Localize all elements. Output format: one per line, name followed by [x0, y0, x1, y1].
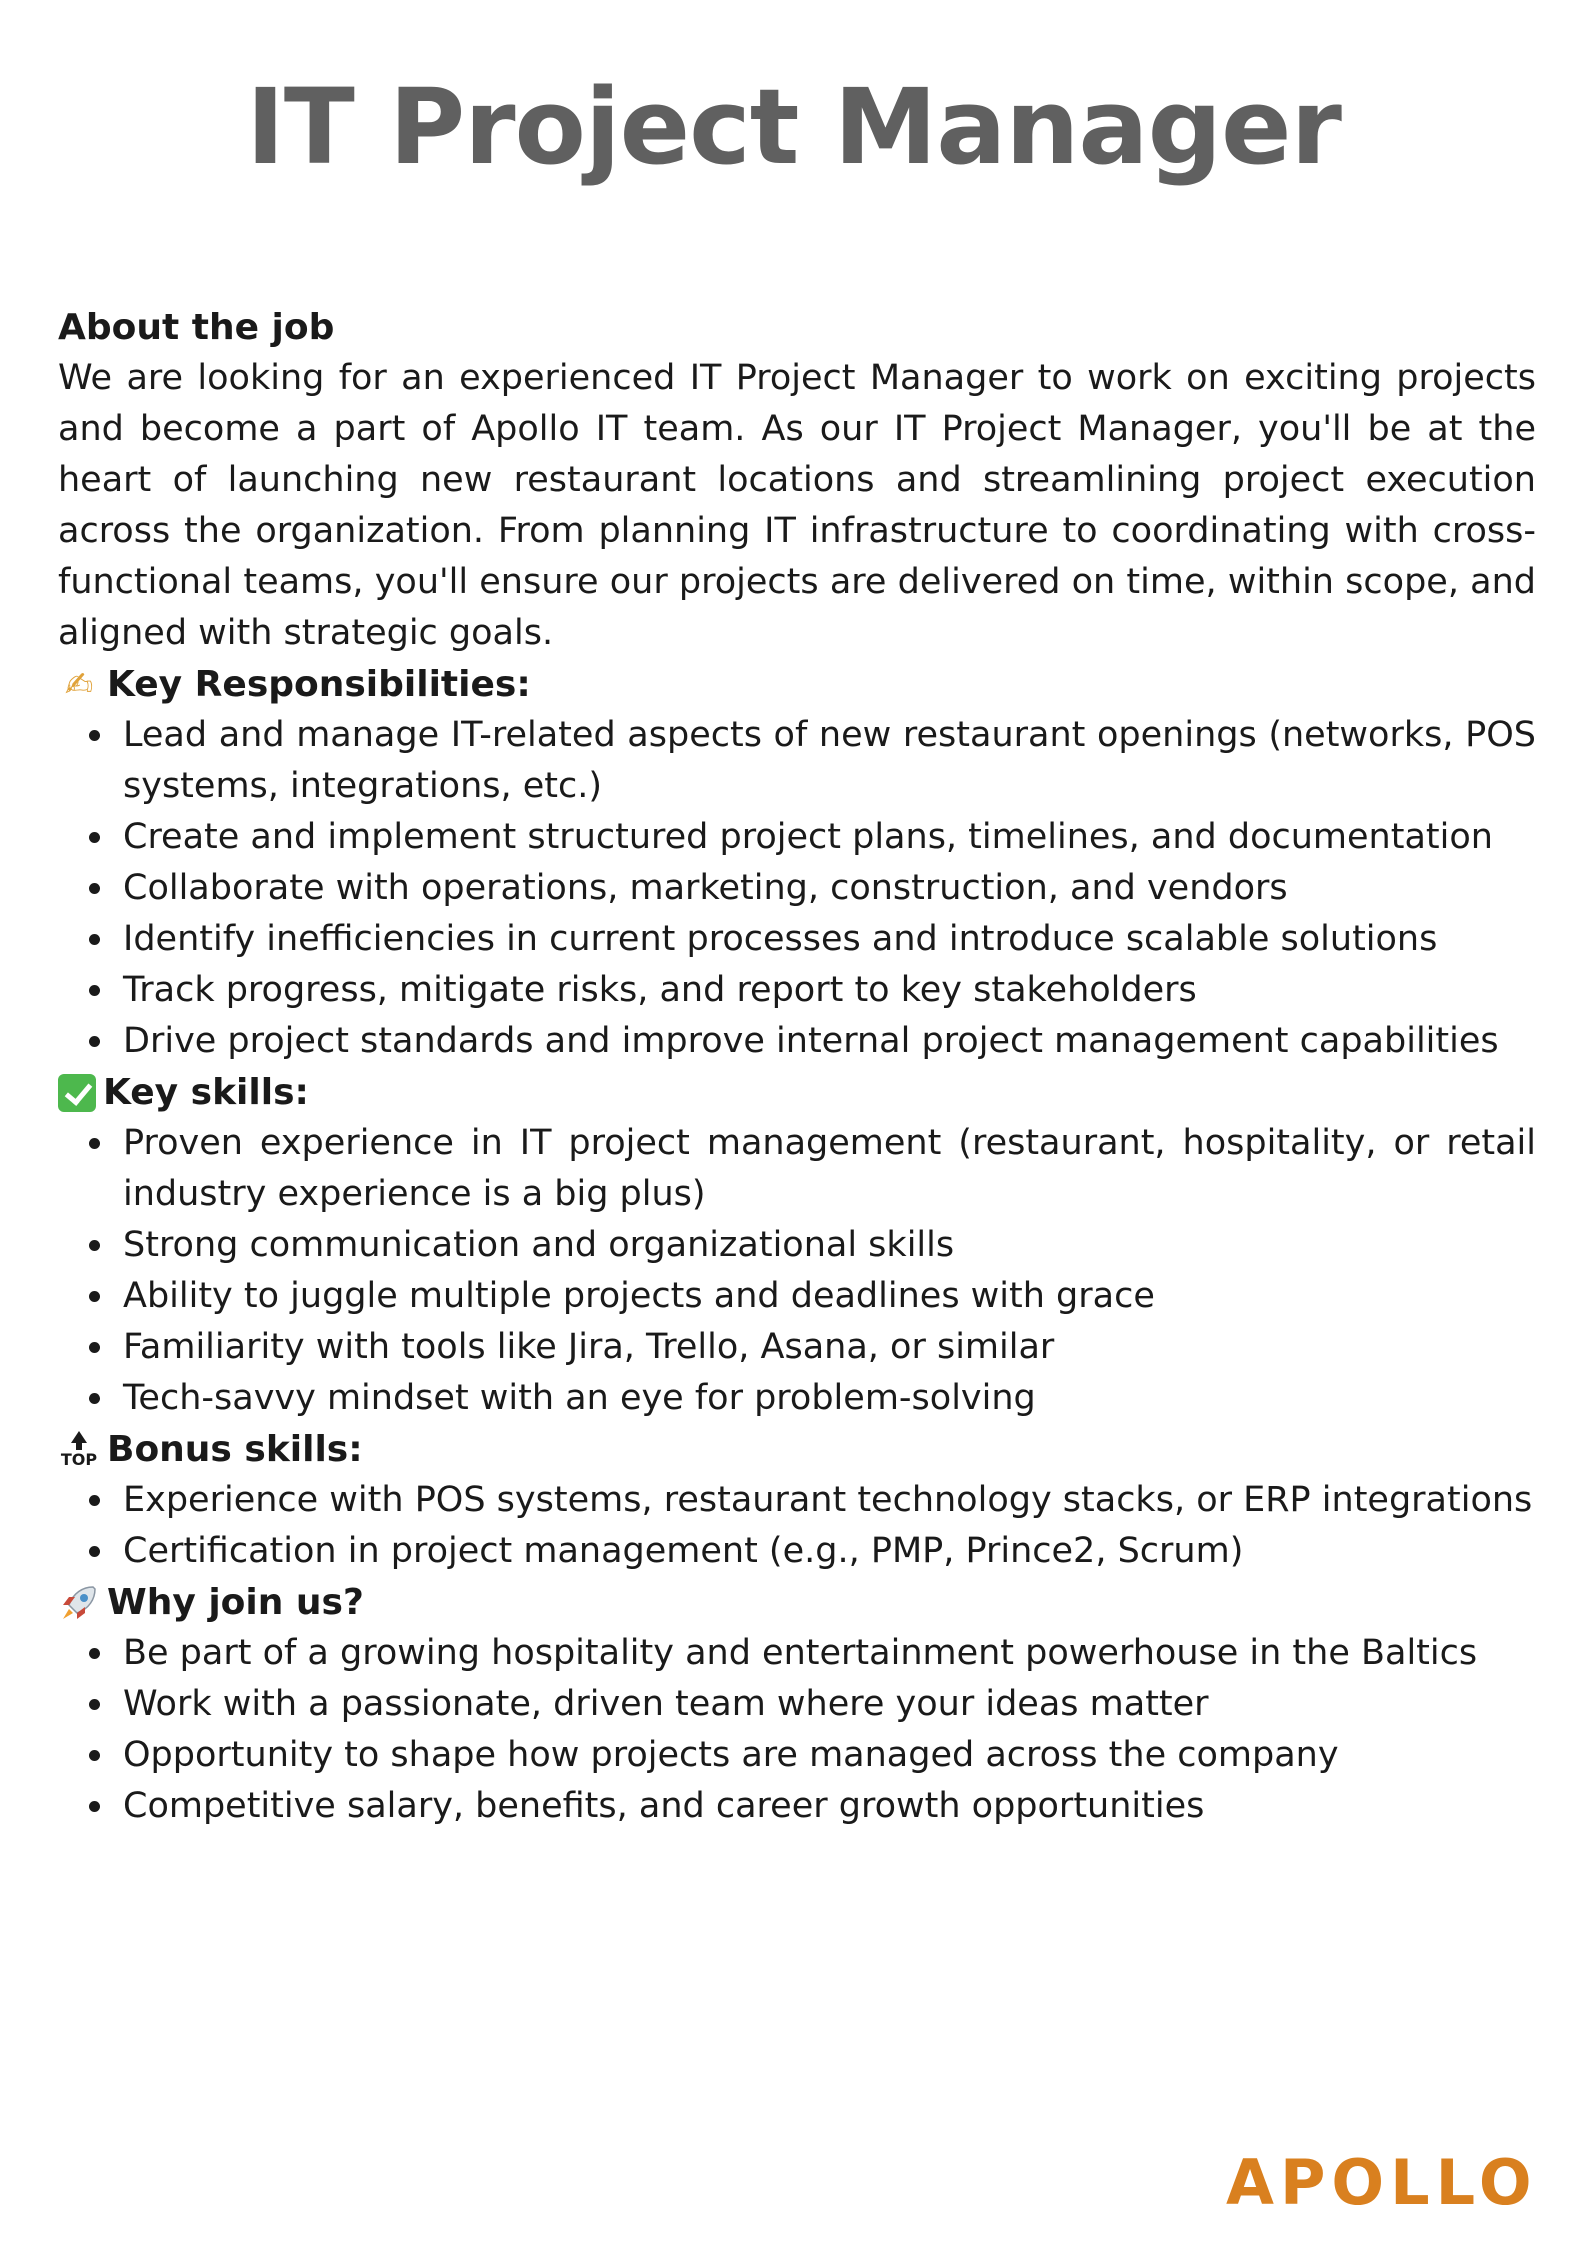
- section-heading-why-join: [58, 1577, 1536, 1628]
- list-item-text: Ability to juggle multiple projects and deadlines with grace: [123, 1276, 1155, 1316]
- list-item-text: Lead and manage IT-related aspects of new restaurant openings (networks, POS systems, integrations, etc.): [123, 715, 1536, 806]
- responsibilities-list: [58, 710, 1536, 1067]
- list-item-text: Identify inefficiencies in current processes and introduce scalable solutions: [123, 919, 1438, 959]
- section-heading-label: Key skills:: [103, 1072, 309, 1113]
- about-paragraph: We are looking for an experienced IT Project Manager to work on exciting projects and become a part of Apollo IT team. As our IT Project Manager, you'll be at the heart of launching new restaurant locations and streamlining project execution across the organization. From planning IT infrastructure to coordinating with cross-functional teams, you'll ensure our projects are delivered on time, within scope, and aligned with strategic goals.: [58, 358, 1536, 653]
- section-heading-key-skills: [58, 1067, 1536, 1118]
- list-item: [58, 1373, 1536, 1424]
- list-item-text: Track progress, mitigate risks, and report to key stakeholders: [123, 970, 1197, 1010]
- list-item: [58, 1628, 1536, 1679]
- bullet-icon: [89, 1750, 100, 1761]
- list-item-text: Tech-savvy mindset with an eye for problem-solving: [123, 1378, 1036, 1418]
- bullet-icon: [89, 1342, 100, 1353]
- list-item: [58, 863, 1536, 914]
- list-item: [58, 812, 1536, 863]
- rocket-icon: [58, 1582, 100, 1624]
- key-skills-list: [58, 1118, 1536, 1424]
- list-item-text: Competitive salary, benefits, and career growth opportunities: [123, 1786, 1205, 1826]
- section-heading-bonus-skills: [58, 1424, 1536, 1475]
- bullet-icon: [89, 1291, 100, 1302]
- list-item: [58, 1016, 1536, 1067]
- top-arrow-icon: [58, 1429, 100, 1471]
- bullet-icon: [89, 1648, 100, 1659]
- list-item: [58, 914, 1536, 965]
- section-heading-responsibilities: [58, 659, 1536, 710]
- section-heading-label: Bonus skills:: [107, 1429, 363, 1470]
- bullet-icon: [89, 1240, 100, 1251]
- bullet-icon: [89, 1036, 100, 1047]
- list-item-text: Drive project standards and improve internal project management capabilities: [123, 1021, 1499, 1061]
- bullet-icon: [89, 1546, 100, 1557]
- top-icon-text: TOP: [60, 1449, 98, 1469]
- bullet-icon: [89, 1801, 100, 1812]
- bullet-icon: [89, 934, 100, 945]
- list-item-text: Work with a passionate, driven team where your ideas matter: [123, 1684, 1209, 1724]
- list-item: [58, 1781, 1536, 1832]
- list-item-text: Collaborate with operations, marketing, construction, and vendors: [123, 868, 1288, 908]
- list-item: [58, 1730, 1536, 1781]
- list-item: [58, 710, 1536, 812]
- list-item: [58, 1475, 1536, 1526]
- apollo-logo: APOLLO: [1226, 2146, 1538, 2219]
- list-item-text: Strong communication and organizational skills: [123, 1225, 955, 1265]
- bullet-icon: [89, 832, 100, 843]
- about-heading: About the job: [58, 307, 335, 348]
- list-item-text: Certification in project management (e.g., PMP, Prince2, Scrum): [123, 1531, 1244, 1571]
- list-item: [58, 1118, 1536, 1220]
- list-item: [58, 1271, 1536, 1322]
- page-title: IT Project Manager: [246, 66, 1341, 188]
- section-heading-label: Key Responsibilities:: [107, 664, 531, 705]
- list-item-text: Create and implement structured project plans, timelines, and documentation: [123, 817, 1493, 857]
- list-item-text: Proven experience in IT project management (restaurant, hospitality, or retail industry experience is a big plus): [123, 1123, 1536, 1214]
- bullet-icon: [89, 730, 100, 741]
- job-description: [58, 302, 1536, 1832]
- list-item-text: Familiarity with tools like Jira, Trello, Asana, or similar: [123, 1327, 1055, 1367]
- list-item: [58, 1322, 1536, 1373]
- bullet-icon: [89, 1699, 100, 1710]
- list-item: [58, 965, 1536, 1016]
- list-item-text: Experience with POS systems, restaurant technology stacks, or ERP integrations: [123, 1480, 1533, 1520]
- bullet-icon: [89, 1495, 100, 1506]
- bullet-icon: [89, 1138, 100, 1149]
- list-item-text: Be part of a growing hospitality and entertainment powerhouse in the Baltics: [123, 1633, 1478, 1673]
- why-join-list: [58, 1628, 1536, 1832]
- bullet-icon: [89, 1393, 100, 1404]
- section-heading-label: Why join us?: [107, 1582, 364, 1623]
- list-item: [58, 1679, 1536, 1730]
- bonus-skills-list: [58, 1475, 1536, 1577]
- list-item-text: Opportunity to shape how projects are managed across the company: [123, 1735, 1339, 1775]
- check-mark-icon: [58, 1074, 96, 1112]
- writing-hand-icon: ✍: [64, 664, 94, 705]
- bullet-icon: [89, 883, 100, 894]
- bullet-icon: [89, 985, 100, 996]
- list-item: [58, 1220, 1536, 1271]
- list-item: [58, 1526, 1536, 1577]
